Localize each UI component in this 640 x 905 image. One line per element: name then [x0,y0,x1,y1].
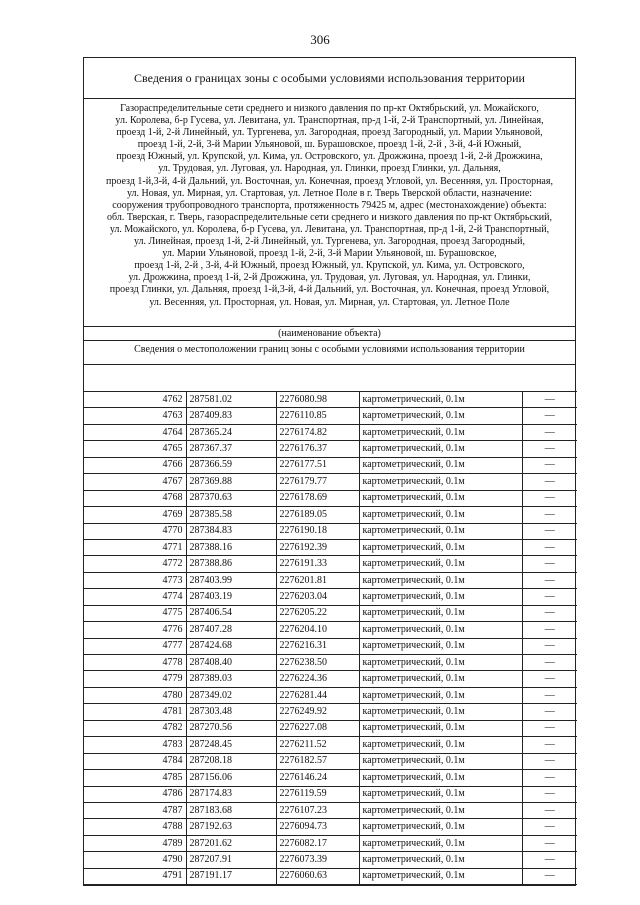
point-number-cell: 4783 [84,737,186,753]
y-coordinate-cell: 2276190.18 [276,523,359,539]
table-row [84,737,577,753]
point-number-cell: 4782 [84,720,186,736]
description-line: ул. Дрожжина, проезд 1-й, 2-й Дрожжина, ул. Трудовая, ул. Луговая, ул. Народная, ул. Глинки, [128,272,531,284]
description-line: проезд 1-й, 2-й, 3-й Марии Ульяновой, ш. Бурашовское, проезд 1-й, 2-й , 3-й, 4-й Южный, [137,139,522,151]
method-accuracy-cell: картометрический, 0.1м [359,802,522,818]
table-row [84,408,577,424]
x-coordinate-cell: 287349.02 [186,687,276,703]
method-accuracy-cell: картометрический, 0.1м [359,457,522,473]
x-coordinate-cell: 287408.40 [186,655,276,671]
note-cell: — [522,441,577,457]
point-number-cell: 4787 [84,802,186,818]
x-coordinate-cell: 287407.28 [186,622,276,638]
method-accuracy-cell: картометрический, 0.1м [359,671,522,687]
x-coordinate-cell: 287207.91 [186,852,276,868]
note-cell: — [522,753,577,769]
y-coordinate-cell: 2276238.50 [276,655,359,671]
x-coordinate-cell: 287367.37 [186,441,276,457]
description-line: обл. Тверская, г. Тверь, газораспределительные сети среднего и низкого давления по пр-кт Октябрьский, [107,211,552,223]
point-number-cell: 4774 [84,589,186,605]
description-line: ул. Марии Ульяновой, проезд 1-й, 2-й, 3-й Марии Ульяновой, ш. Бурашовское, [162,248,497,260]
table-row [84,704,577,720]
y-coordinate-cell: 2276224.36 [276,671,359,687]
note-cell: — [522,490,577,506]
table-row [84,802,577,818]
point-number-cell: 4767 [84,474,186,490]
note-cell: — [522,802,577,818]
point-number-cell: 4770 [84,523,186,539]
method-accuracy-cell: картометрический, 0.1м [359,786,522,802]
method-accuracy-cell: картометрический, 0.1м [359,737,522,753]
method-accuracy-cell: картометрический, 0.1м [359,539,522,555]
x-coordinate-cell: 287270.56 [186,720,276,736]
point-number-cell: 4780 [84,687,186,703]
y-coordinate-cell: 2276201.81 [276,572,359,588]
document-frame [83,57,576,886]
table-row [84,605,577,621]
point-number-cell: 4790 [84,852,186,868]
note-cell: — [522,408,577,424]
note-cell: — [522,737,577,753]
y-coordinate-cell: 2276205.22 [276,605,359,621]
y-coordinate-cell: 2276249.92 [276,704,359,720]
y-coordinate-cell: 2276182.57 [276,753,359,769]
table-row [84,655,577,671]
method-accuracy-cell: картометрический, 0.1м [359,868,522,884]
note-cell: — [522,786,577,802]
y-coordinate-cell: 2276146.24 [276,770,359,786]
description-line: проезд 1-й, 2-й Линейный, ул. Тургенева, ул. Загородная, проезд Загородный, ул. Марии Ульяновой, [116,127,543,139]
x-coordinate-cell: 287369.88 [186,474,276,490]
point-number-cell: 4775 [84,605,186,621]
point-number-cell: 4771 [84,539,186,555]
y-coordinate-cell: 2276080.98 [276,392,359,408]
table-row [84,392,577,408]
point-number-cell: 4764 [84,424,186,440]
note-cell: — [522,638,577,654]
method-accuracy-cell: картометрический, 0.1м [359,622,522,638]
point-number-cell: 4788 [84,819,186,835]
method-accuracy-cell: картометрический, 0.1м [359,687,522,703]
x-coordinate-cell: 287403.19 [186,589,276,605]
point-number-cell: 4762 [84,392,186,408]
y-coordinate-cell: 2276211.52 [276,737,359,753]
description-line: ул. Новая, ул. Мирная, ул. Стартовая, ул. Летное Поле в г. Тверь Тверской области, назначение: [126,187,533,199]
note-cell: — [522,868,577,884]
point-number-cell: 4773 [84,572,186,588]
description-line: проезд Глинки, ул. Дальняя, проезд 1-й,3-й, 4-й Дальний, ул. Восточная, ул. Конечная, проезд Угловой, [109,284,550,296]
document-title: Сведения о границах зоны с особыми условиями использования территории [84,58,575,99]
table-row [84,507,577,523]
note-cell: — [522,819,577,835]
table-row [84,457,577,473]
coordinates-table-body [84,392,577,885]
table-row [84,868,577,884]
x-coordinate-cell: 287389.03 [186,671,276,687]
note-cell: — [522,687,577,703]
y-coordinate-cell: 2276176.37 [276,441,359,457]
y-coordinate-cell: 2276060.63 [276,868,359,884]
table-row [84,424,577,440]
description-line: ул. Трудовая, ул. Луговая, ул. Народная, ул. Глинки, проезд Глинки, ул. Дальняя, [158,163,501,175]
y-coordinate-cell: 2276191.33 [276,556,359,572]
method-accuracy-cell: картометрический, 0.1м [359,523,522,539]
table-row [84,556,577,572]
y-coordinate-cell: 2276110.85 [276,408,359,424]
note-cell: — [522,507,577,523]
x-coordinate-cell: 287191.17 [186,868,276,884]
y-coordinate-cell: 2276177.51 [276,457,359,473]
table-row [84,572,577,588]
x-coordinate-cell: 287183.68 [186,802,276,818]
note-cell: — [522,523,577,539]
table-row [84,589,577,605]
method-accuracy-cell: картометрический, 0.1м [359,556,522,572]
table-row [84,539,577,555]
method-accuracy-cell: картометрический, 0.1м [359,572,522,588]
x-coordinate-cell: 287303.48 [186,704,276,720]
x-coordinate-cell: 287201.62 [186,835,276,851]
note-cell: — [522,655,577,671]
table-row [84,786,577,802]
x-coordinate-cell: 287384.83 [186,523,276,539]
point-number-cell: 4779 [84,671,186,687]
description-line: ул. Линейная, проезд 1-й, 2-й Линейный, ул. Тургенева, ул. Загородная, проезд Загородный, [133,236,525,248]
x-coordinate-cell: 287403.99 [186,572,276,588]
method-accuracy-cell: картометрический, 0.1м [359,408,522,424]
description-line: ул. Весенняя, ул. Просторная, ул. Новая, ул. Мирная, ул. Стартовая, ул. Летное Поле [149,296,510,308]
y-coordinate-cell: 2276082.17 [276,835,359,851]
method-accuracy-cell: картометрический, 0.1м [359,589,522,605]
point-number-cell: 4777 [84,638,186,654]
table-row [84,852,577,868]
y-coordinate-cell: 2276073.39 [276,852,359,868]
description-line: сооружения трубопроводного транспорта, протяженность 79425 м, адрес (местонахождение) объекта: [112,199,547,211]
note-cell: — [522,704,577,720]
note-cell: — [522,835,577,851]
x-coordinate-cell: 287192.63 [186,819,276,835]
y-coordinate-cell: 2276119.59 [276,786,359,802]
page-number: 306 [310,32,330,47]
coordinates-table [84,391,577,885]
description-line: Газораспределительные сети среднего и низкого давления по пр-кт Октябрьский, ул. Можайского, [120,103,539,114]
y-coordinate-cell: 2276107.23 [276,802,359,818]
object-name-caption: (наименование объекта) [84,327,575,341]
x-coordinate-cell: 287248.45 [186,737,276,753]
point-number-cell: 4763 [84,408,186,424]
point-number-cell: 4778 [84,655,186,671]
method-accuracy-cell: картометрический, 0.1м [359,655,522,671]
point-number-cell: 4791 [84,868,186,884]
table-row [84,753,577,769]
table-row [84,622,577,638]
y-coordinate-cell: 2276189.05 [276,507,359,523]
x-coordinate-cell: 287365.24 [186,424,276,440]
table-row [84,819,577,835]
note-cell: — [522,605,577,621]
table-row [84,523,577,539]
method-accuracy-cell: картометрический, 0.1м [359,507,522,523]
table-header-spacer [84,365,575,391]
table-row [84,835,577,851]
method-accuracy-cell: картометрический, 0.1м [359,852,522,868]
point-number-cell: 4768 [84,490,186,506]
table-row [84,687,577,703]
method-accuracy-cell: картометрический, 0.1м [359,392,522,408]
note-cell: — [522,770,577,786]
method-accuracy-cell: картометрический, 0.1м [359,638,522,654]
y-coordinate-cell: 2276094.73 [276,819,359,835]
point-number-cell: 4766 [84,457,186,473]
description-line: проезд 1-й, 2-й , 3-й, 4-й Южный, проезд Южный, ул. Крупской, ул. Кима, ул. Островского, [134,260,525,272]
x-coordinate-cell: 287366.59 [186,457,276,473]
note-cell: — [522,424,577,440]
note-cell: — [522,474,577,490]
note-cell: — [522,392,577,408]
note-cell: — [522,457,577,473]
point-number-cell: 4784 [84,753,186,769]
point-number-cell: 4785 [84,770,186,786]
table-row [84,441,577,457]
x-coordinate-cell: 287388.16 [186,539,276,555]
method-accuracy-cell: картометрический, 0.1м [359,424,522,440]
y-coordinate-cell: 2276192.39 [276,539,359,555]
x-coordinate-cell: 287385.58 [186,507,276,523]
description-line: ул. Можайского, ул. Королева, б-р Гусева, ул. Левитана, ул. Транспортная, пр-д 1-й, 2-й Транспортный, [109,223,550,235]
x-coordinate-cell: 287581.02 [186,392,276,408]
method-accuracy-cell: картометрический, 0.1м [359,770,522,786]
method-accuracy-cell: картометрический, 0.1м [359,474,522,490]
y-coordinate-cell: 2276227.08 [276,720,359,736]
table-row [84,720,577,736]
note-cell: — [522,671,577,687]
note-cell: — [522,720,577,736]
point-number-cell: 4786 [84,786,186,802]
method-accuracy-cell: картометрический, 0.1м [359,441,522,457]
x-coordinate-cell: 287406.54 [186,605,276,621]
y-coordinate-cell: 2276281.44 [276,687,359,703]
object-description [84,99,575,327]
method-accuracy-cell: картометрический, 0.1м [359,490,522,506]
description-line: ул. Королева, б-р Гусева, ул. Левитана, ул. Транспортная, пр-д 1-й, 2-й Транспортный, ул. Линейная, [115,115,544,127]
y-coordinate-cell: 2276174.82 [276,424,359,440]
description-line: проезд 1-й,3-й, 4-й Дальний, ул. Восточная, ул. Конечная, проезд Угловой, ул. Весенняя, ул. Просторная, [106,175,553,187]
x-coordinate-cell: 287174.83 [186,786,276,802]
table-row [84,671,577,687]
note-cell: — [522,589,577,605]
point-number-cell: 4772 [84,556,186,572]
x-coordinate-cell: 287370.63 [186,490,276,506]
method-accuracy-cell: картометрический, 0.1м [359,720,522,736]
point-number-cell: 4769 [84,507,186,523]
table-row [84,638,577,654]
description-line: проезд Южный, ул. Крупской, ул. Кима, ул. Островского, ул. Дрожжина, проезд 1-й, 2-й Дрожжина, [116,151,543,163]
method-accuracy-cell: картометрический, 0.1м [359,605,522,621]
note-cell: — [522,572,577,588]
y-coordinate-cell: 2276203.04 [276,589,359,605]
table-row [84,770,577,786]
y-coordinate-cell: 2276204.10 [276,622,359,638]
x-coordinate-cell: 287208.18 [186,753,276,769]
y-coordinate-cell: 2276179.77 [276,474,359,490]
x-coordinate-cell: 287388.86 [186,556,276,572]
note-cell: — [522,539,577,555]
section-title: Сведения о местоположении границ зоны с особыми условиями использования территории [84,341,575,365]
method-accuracy-cell: картометрический, 0.1м [359,835,522,851]
x-coordinate-cell: 287409.83 [186,408,276,424]
note-cell: — [522,852,577,868]
method-accuracy-cell: картометрический, 0.1м [359,704,522,720]
method-accuracy-cell: картометрический, 0.1м [359,819,522,835]
note-cell: — [522,622,577,638]
method-accuracy-cell: картометрический, 0.1м [359,753,522,769]
point-number-cell: 4789 [84,835,186,851]
y-coordinate-cell: 2276178.69 [276,490,359,506]
point-number-cell: 4765 [84,441,186,457]
table-row [84,474,577,490]
point-number-cell: 4776 [84,622,186,638]
table-row [84,490,577,506]
note-cell: — [522,556,577,572]
x-coordinate-cell: 287424.68 [186,638,276,654]
y-coordinate-cell: 2276216.31 [276,638,359,654]
x-coordinate-cell: 287156.06 [186,770,276,786]
point-number-cell: 4781 [84,704,186,720]
